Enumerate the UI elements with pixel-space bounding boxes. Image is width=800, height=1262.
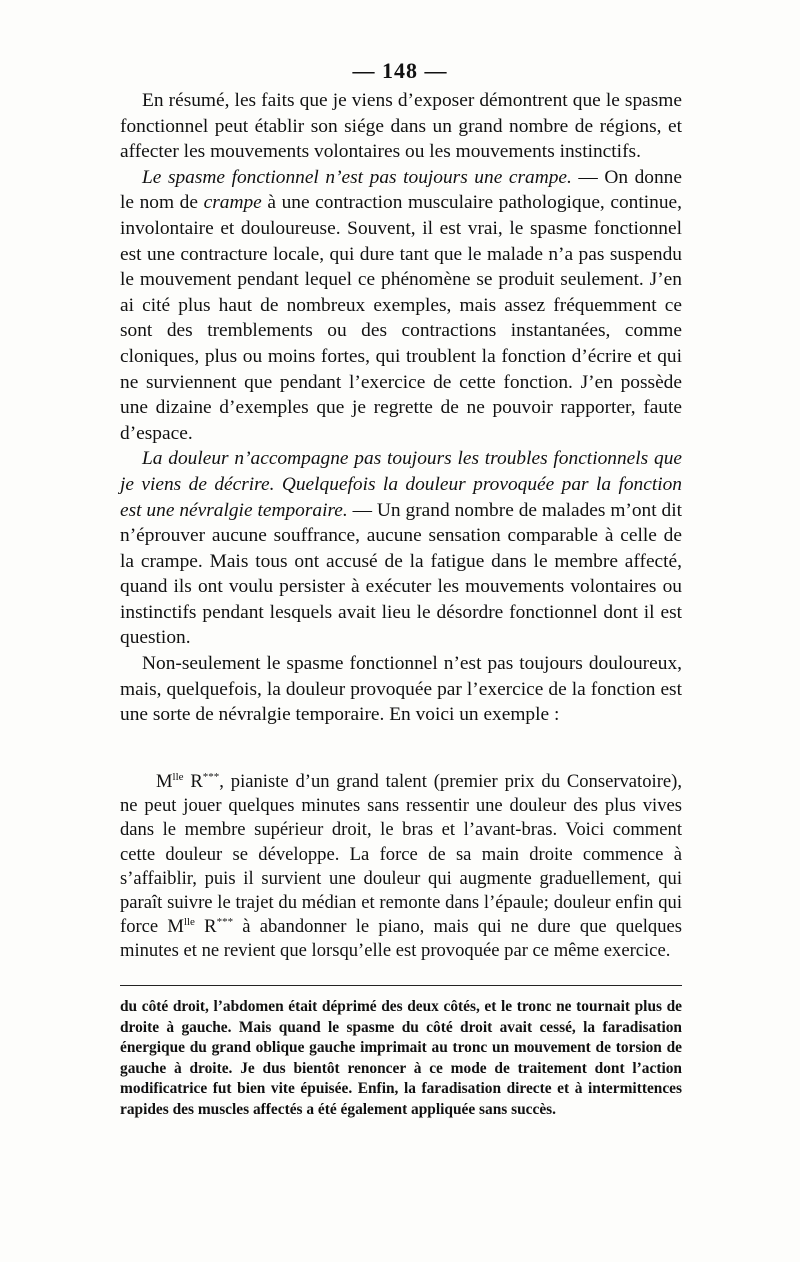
patient-name-2: R bbox=[194, 916, 217, 938]
paragraph-crampe-term: crampe bbox=[203, 192, 262, 214]
paragraph-crampe bbox=[120, 165, 682, 447]
patient-name-sup-2: *** bbox=[216, 916, 234, 929]
paragraph-crampe-text-b: à une contraction musculaire pathologique, continue, involontaire et douloureuse. Souvent, il est vrai, le spasme fonctionnel est une contracture locale, qui dure tant que le malade n’a pas suspendu le mouvement pendant lequel ce phénomène se produit seulement. J’en ai cité plus haut de nombreux exemples, mais assez fréquemment ce sont des tremblements ou des contractions instantanées, comme cloniques, plus ou moins fortes, qui troublent la fonction d’écrire et qui ne surviennent que pendant l’exercice de cette fonction. J’en possède une dizaine d’exemples que je regrette de ne pouvoir rapporter, faute d’espace. bbox=[120, 192, 682, 444]
footnote-divider bbox=[120, 985, 682, 986]
paragraph-crampe-text-a: — On donne le nom de bbox=[120, 166, 682, 214]
paragraph-nevralgie: Non-seulement le spasme fonctionnel n’est pas toujours douloureux, mais, quelquefois, la douleur provoquée par l’exercice de la fonction est une sorte de névralgie temporaire. En voici un exemple : bbox=[120, 653, 682, 726]
title-abbr-sup-2: lle bbox=[183, 916, 195, 929]
footnote bbox=[120, 997, 682, 1121]
page-number: — 148 — bbox=[352, 58, 448, 83]
title-abbr: M bbox=[156, 771, 173, 792]
title-abbr-sup: lle bbox=[172, 771, 184, 783]
paragraph-summary: En résumé, les faits que je viens d’exposer démontrent que le spasme fonctionnel peut établir son siége dans un grand nombre de régions, et affecter les mouvements volontaires ou les mouvements instinctifs. bbox=[120, 90, 682, 163]
patient-name-sup: *** bbox=[202, 771, 220, 783]
case-text-a: , pianiste d’un grand talent (premier prix du Conservatoire), ne peut jouer quelques minutes sans ressentir une douleur des plus vives dans le membre supérieur droit, le bras et l’avant-bras. Voici comment cette douleur se développe. La force de sa main droite commence à s’affaiblir, puis il survient une douleur qui augmente graduellement, qui paraît suivre le trajet du médian et remonte dans l’épaule; douleur enfin qui force M bbox=[120, 771, 682, 938]
paragraph-douleur-heading: La douleur n’accompagne pas toujours les troubles fonctionnels que je viens de décrire. Quelquefois la douleur provoquée par la fonction est une névralgie temporaire. bbox=[120, 448, 682, 521]
footnote-text: du côté droit, l’abdomen était déprimé des deux côtés, et le tronc ne tournait plus de droite à gauche. Mais quand le spasme du côté droit avait cessé, la faradisation énergique du grand oblique gauche imprimait au tronc un mouvement de torsion de gauche à droite. Je dus bientôt renoncer à ce mode de traitement dont l’action modificatrice fut bien vite épuisée. Enfin, la faradisation directe et à intermittences rapides des muscles affectés a été également appliquée sans succès. bbox=[120, 998, 682, 1118]
paragraph-douleur-text: — Un grand nombre de malades m’ont dit n’éprouver aucune souffrance, aucune sensation comparable à celle de la crampe. Mais tous ont accusé de la fatigue dans le membre affecté, quand ils ont voulu persister à exécuter les mouvements volontaires ou instinctifs pendant lesquels avait lieu le désordre fonctionnel dont il est question. bbox=[120, 499, 682, 649]
main-text bbox=[120, 88, 682, 728]
case-text-b: à abandonner le piano, mais qui ne dure que quelques minutes et ne revient que lorsqu’elle est provoquée par ce même exercice. bbox=[120, 916, 682, 962]
case-example-text bbox=[120, 770, 682, 964]
paragraph-douleur bbox=[120, 446, 682, 651]
patient-name: R bbox=[183, 771, 203, 792]
paragraph-crampe-heading: Le spasme fonctionnel n’est pas toujours une crampe. bbox=[142, 166, 572, 188]
case-example bbox=[120, 770, 682, 964]
